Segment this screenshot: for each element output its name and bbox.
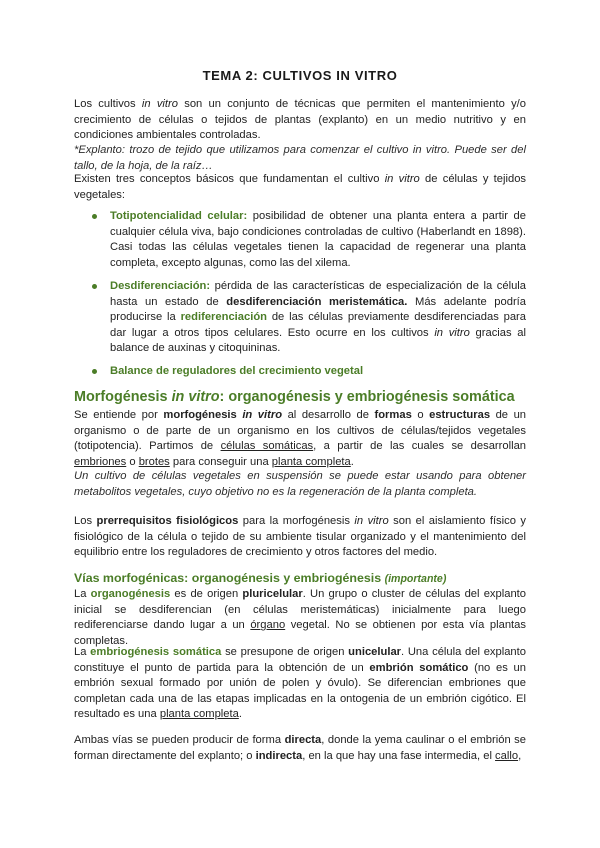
section-heading-morfogenesis: Morfogénesis in vitro: organogénesis y embriogénesis somática — [74, 389, 515, 405]
section-heading-vias: Vías morfogénicas: organogénesis y embriogénesis (importante) — [74, 571, 447, 585]
bullet-balance-reguladores: Balance de reguladores del crecimiento vegetal — [110, 365, 364, 377]
bullet-totipotencialidad: Totipotencialidad celular: posibilidad de obtener una planta entera a partir de cualquier célula viva, bajo condiciones controladas de cultivo (Haberlandt en 1898). Casi todas las células vegetales tienen la capacidad de regenerar una planta completa, excepto algunas, como las del xilema. — [110, 210, 526, 269]
bullet-dot-icon — [92, 209, 100, 217]
explanto-note: *Explanto: trozo de tejido que utilizamos para comenzar el cultivo in vitro. Puede ser del tallo, de la hoja, de la raíz… — [74, 144, 526, 172]
bullet-dot-icon — [92, 279, 100, 287]
intro-paragraph: Los cultivos in vitro son un conjunto de técnicas que permiten el mantenimiento y/o crecimiento de células o tejidos de plantas (explanto) en un medio nutritivo y en condiciones ambientales controladas. — [74, 98, 526, 142]
organogenesis-paragraph: La organogénesis es de origen pluricelular. Un grupo o cluster de células del explanto inicial se desdiferencian (en células meristemáticas) inicialmente para luego rediferenciarse dando lugar a un órgano vegetal. No se obtienen por esta vía plantas completas. — [74, 588, 527, 647]
concepts-intro: Existen tres conceptos básicos que fundamentan el cultivo in vitro de células y tejidos vegetales: — [74, 173, 527, 201]
embriogenesis-paragraph: La embriogénesis somática se presupone de origen unicelular. Una célula del explanto constituye el punto de partida para la obtención de un embrión somático (no es un embrión sexual formado por unión de polen y óvulo). Se diferencian embriones que completan cada una de las etapas implicadas en la ontogenia de un embrión cigótico. El resultado es una planta completa. — [74, 646, 526, 721]
suspension-note: Un cultivo de células vegetales en suspensión se puede estar usando para obtener metabolitos vegetales, cuyo objetivo no es la regeneración de la planta completa. — [74, 470, 526, 498]
vias-directa-indirecta-paragraph: Ambas vías se pueden producir de forma directa, donde la yema caulinar o el embrión se forman directamente del explanto; o indirecta, en la que hay una fase intermedia, el callo, — [74, 734, 526, 762]
page-title: TEMA 2: CULTIVOS IN VITRO — [202, 68, 398, 83]
morfogenesis-paragraph: Se entiende por morfogénesis in vitro al desarrollo de formas o estructuras de un organismo o de parte de un organismo en los cultivos de células/tejidos vegetales (totipotencia). Partimos de células somáticas, a partir de las cuales se desarrollan embriones o brotes para conseguir una planta completa. — [74, 409, 527, 468]
bullet-desdiferenciacion: Desdiferenciación: pérdida de las características de especialización de la célula hasta un estado de desdiferenciación meristemática. Más adelante podría producirse la rediferenciación de las células previamente desdiferenciadas para dar lugar a otros tipos celulares. Esto ocurre en los cultivos in vitro gracias al balance de auxinas y citoquininas. — [110, 280, 527, 355]
bullet-dot-icon — [92, 364, 100, 372]
prerrequisitos-paragraph: Los prerrequisitos fisiológicos para la morfogénesis in vitro son el aislamiento físico y fisiológico de la célula o tejido de su ambiente tisular organizado y el mantenimiento del equilibrio entre los reguladores de crecimiento y otros factores del medio. — [74, 515, 526, 559]
